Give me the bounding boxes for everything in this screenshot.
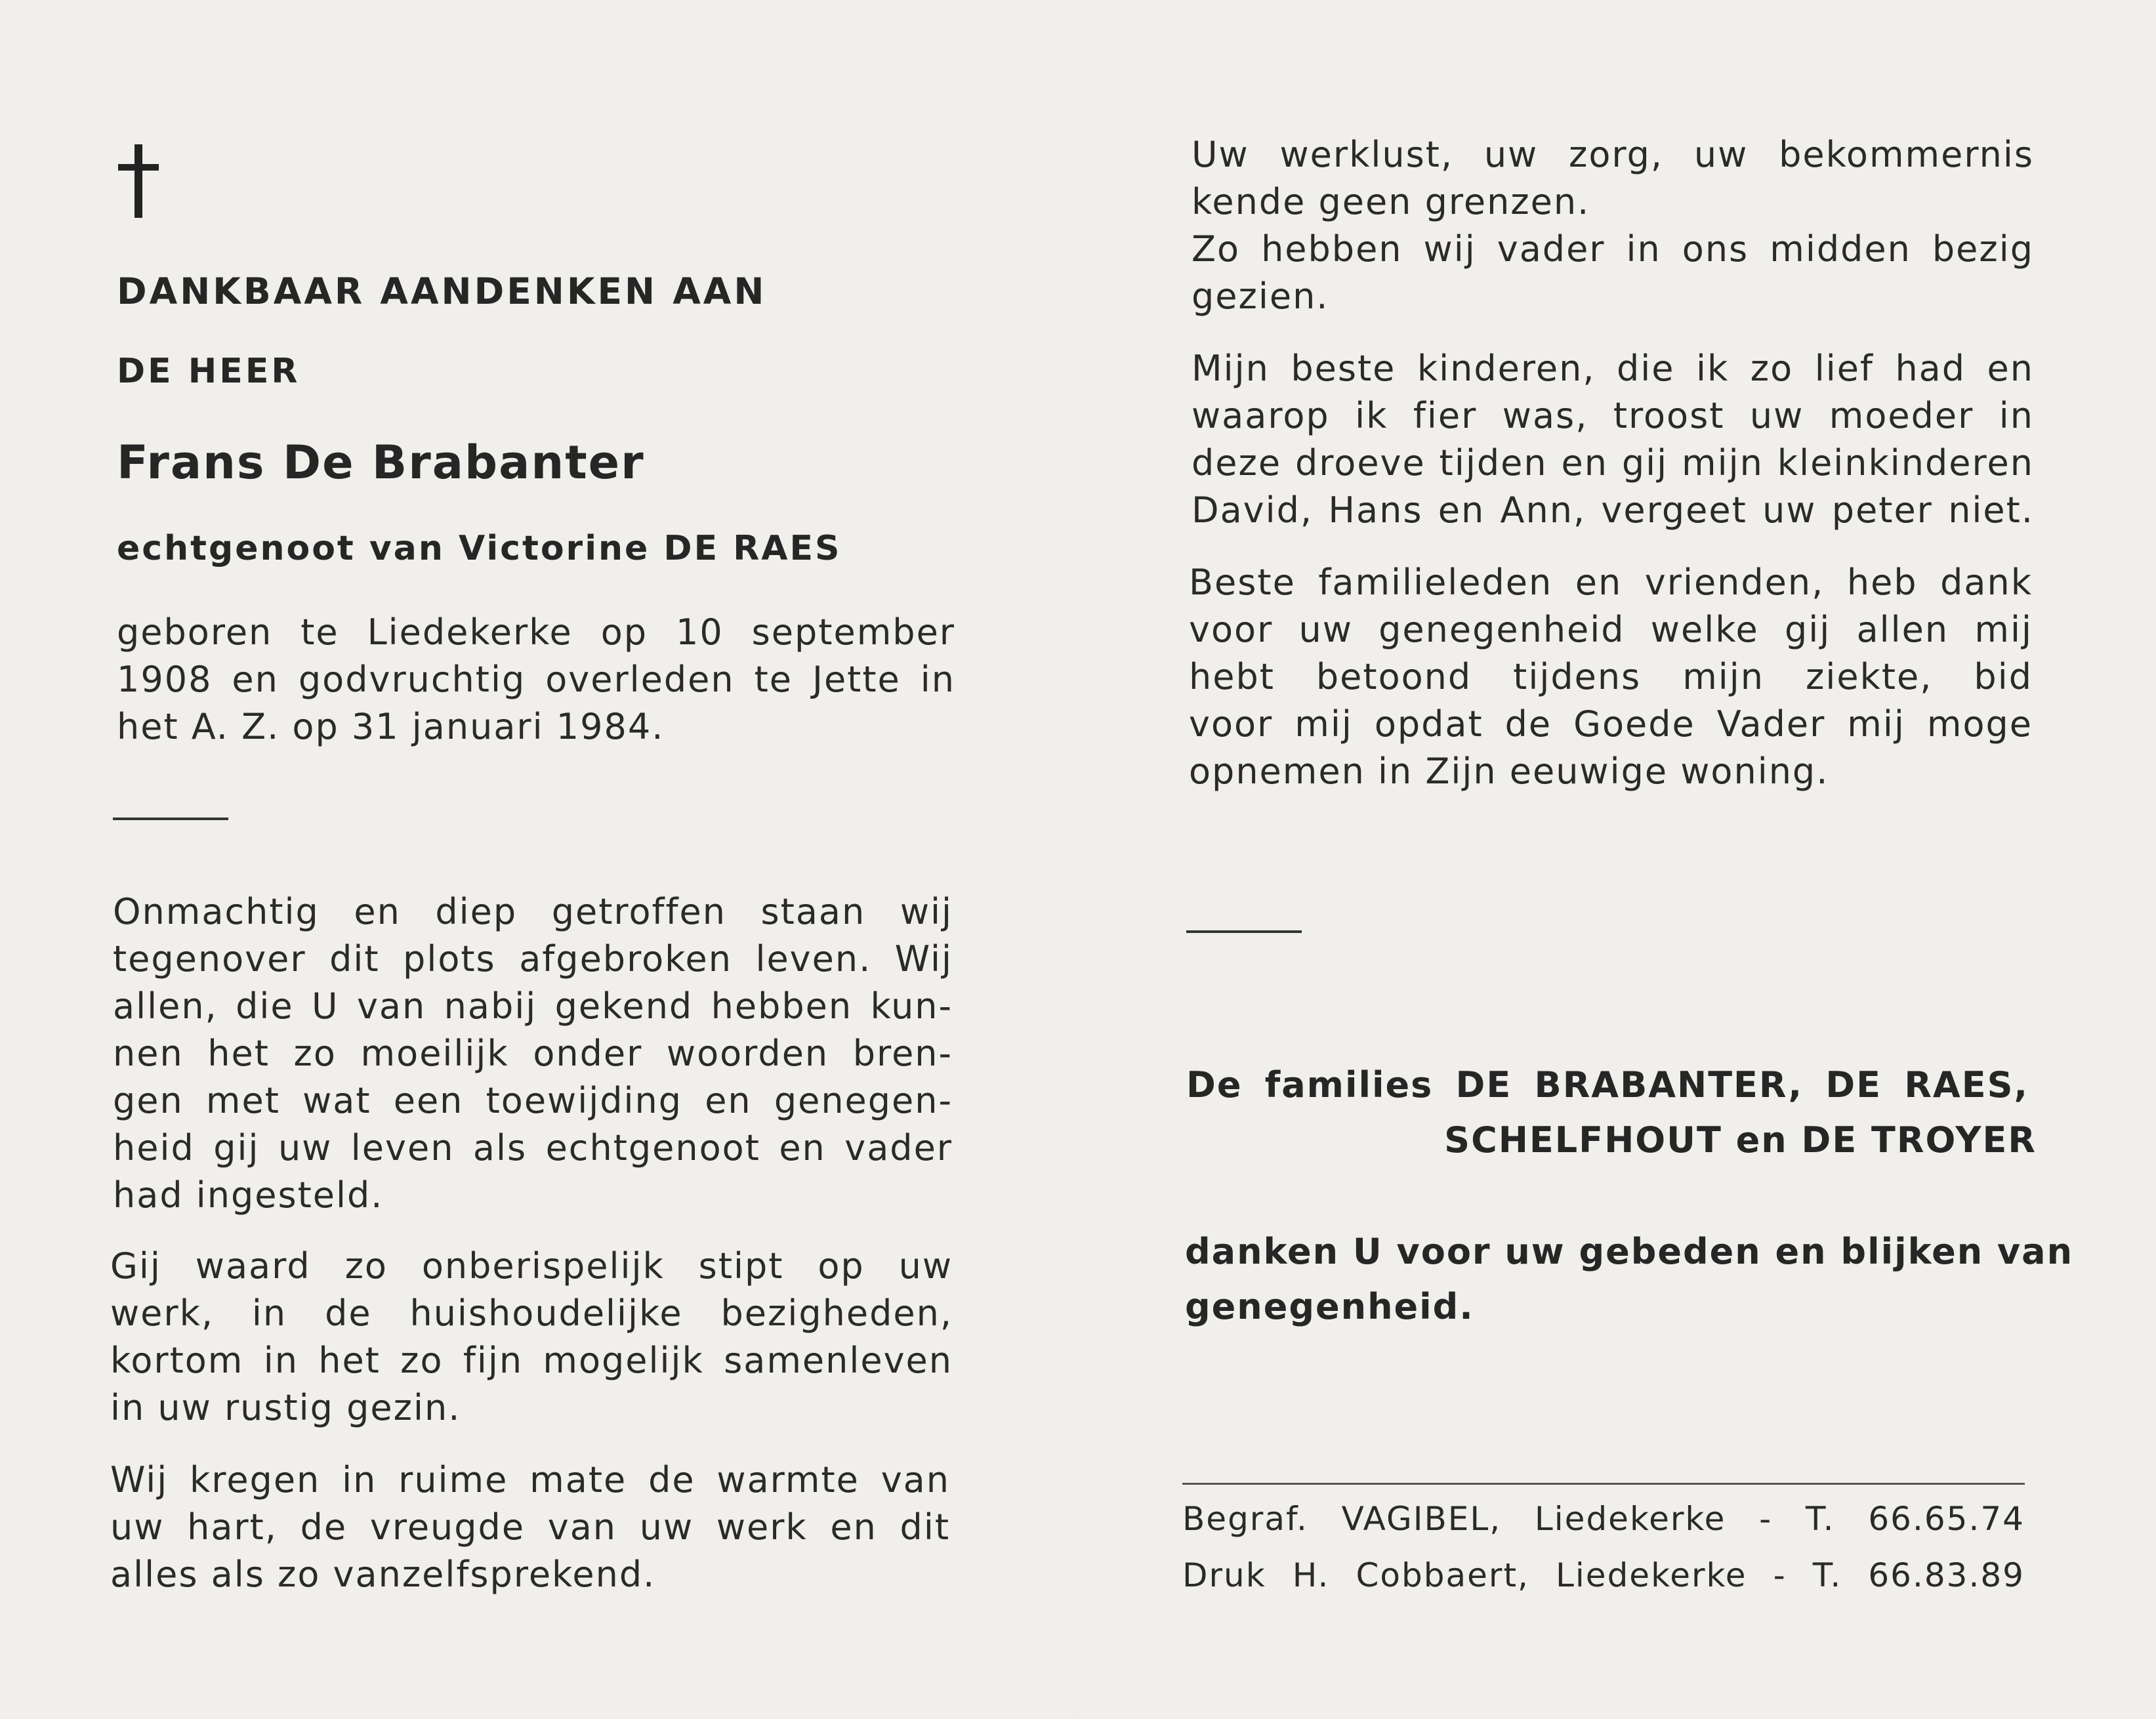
text-line: gen met wat een toewijding en genegen- (113, 1080, 953, 1121)
right-paragraph-1 (1192, 131, 2034, 320)
paragraph-2 (110, 1243, 953, 1432)
text-line: David, Hans en Ann, vergeet uw peter niet. (1192, 489, 2034, 531)
right-divider (1186, 930, 1302, 933)
text-line: Wij kregen in ruime mate de warmte van (110, 1459, 950, 1501)
right-paragraph-3 (1189, 559, 2033, 795)
center-fold (1073, 0, 1075, 1719)
text-line: allen, die U van nabij gekend hebben kun- (113, 985, 953, 1027)
credits-rule (1182, 1483, 2025, 1485)
text-line: Beste familieleden en vrienden, heb dank (1189, 562, 2033, 603)
text-line: tegenover dit plots afgebroken leven. Wij (113, 938, 953, 980)
text-line: Gij waard zo onberispelijk stipt op uw (110, 1245, 953, 1287)
divider (113, 818, 228, 820)
text-line: heid gij uw leven als echtgenoot en vader (113, 1127, 953, 1169)
text-line: nen het zo moeilijk onder woorden bren- (113, 1033, 953, 1074)
spouse-line: echtgenoot van Victorine DE RAES (117, 529, 842, 568)
text-line: kende geen grenzen. (1192, 181, 1590, 222)
heading: DANKBAAR AANDENKEN AAN (117, 270, 767, 312)
credit-line: Druk H. Cobbaert, Liedekerke - T. 66.83.89 (1182, 1556, 2025, 1594)
text-line: voor mij opdat de Goede Vader mij moge (1189, 703, 2033, 745)
text-line: geboren te Liedekerke op 10 september (117, 611, 955, 653)
thanks-line: danken U voor uw gebeden en blijken van (1185, 1231, 2074, 1272)
text-line: Onmachtig en diep getroffen staan wij (113, 891, 953, 932)
thanks-line: genegenheid. (1185, 1286, 1474, 1327)
text-line: het A. Z. op 31 januari 1984. (117, 706, 665, 747)
right-paragraph-2 (1192, 345, 2034, 534)
text-line: Zo hebben wij vader in ons midden bezig (1192, 228, 2034, 270)
text-line: kortom in het zo fijn mogelijk samenleven (110, 1340, 953, 1381)
paragraph-3 (110, 1457, 950, 1598)
deceased-name: Frans De Brabanter (117, 436, 645, 489)
families-line: SCHELFHOUT en DE TROYER (1444, 1119, 2037, 1161)
birth-death-paragraph (117, 609, 955, 751)
text-line: uw hart, de vreugde van uw werk en dit (110, 1506, 950, 1548)
text-line: werk, in de huishoudelijke bezigheden, (110, 1293, 953, 1334)
families-block (1186, 1058, 2037, 1168)
text-line: voor uw genegenheid welke gij allen mij (1189, 609, 2033, 650)
text-line: 1908 en godvruchtig overleden te Jette in (117, 659, 955, 700)
text-line: hebt betoond tijdens mijn ziekte, bid (1189, 656, 2033, 697)
credit-line: Begraf. VAGIBEL, Liedekerke - T. 66.65.74 (1182, 1500, 2025, 1538)
text-line: waarop ik fier was, troost uw moeder in (1192, 395, 2034, 436)
thanks-block (1185, 1224, 2074, 1335)
text-line: opnemen in Zijn eeuwige woning. (1189, 751, 1829, 792)
text-line: deze droeve tijden en gij mijn kleinkinderen (1192, 442, 2034, 484)
title: DE HEER (117, 352, 301, 391)
cross-icon (118, 144, 157, 223)
printer-credits (1182, 1491, 2025, 1604)
text-line: gezien. (1192, 276, 1329, 317)
text-line: alles als zo vanzelfsprekend. (110, 1554, 656, 1595)
families-line: De families DE BRABANTER, DE RAES, (1186, 1064, 2029, 1106)
paragraph-1 (113, 888, 953, 1219)
text-line: in uw rustig gezin. (110, 1387, 461, 1428)
text-line: Mijn beste kinderen, die ik zo lief had en (1192, 348, 2034, 389)
text-line: had ingesteld. (113, 1174, 384, 1216)
text-line: Uw werklust, uw zorg, uw bekommernis (1192, 134, 2034, 175)
